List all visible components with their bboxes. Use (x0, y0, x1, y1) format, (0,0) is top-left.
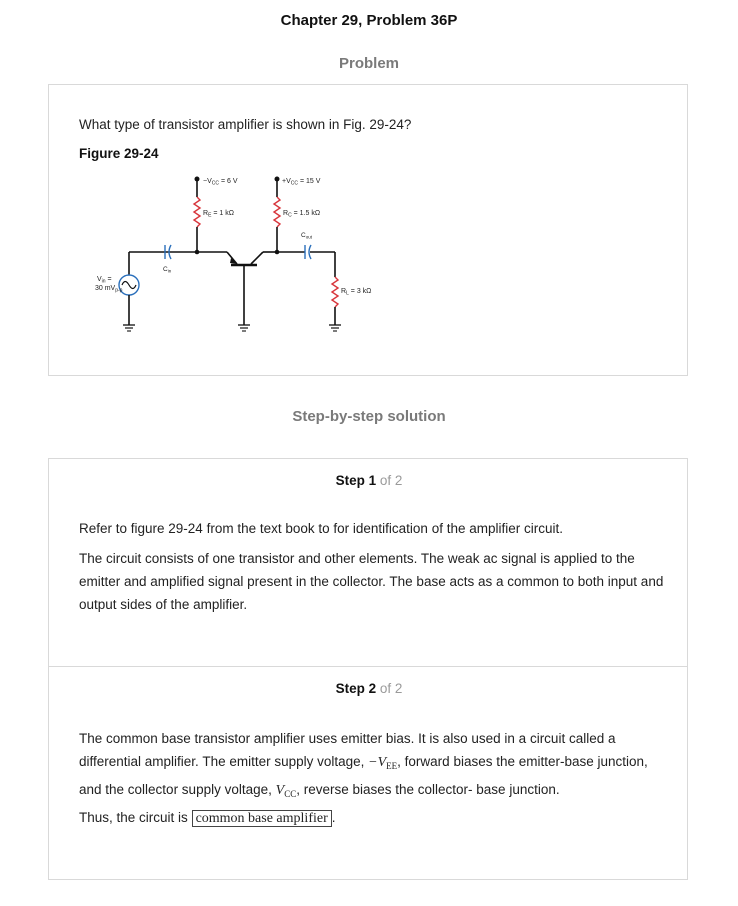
vcc-symbol: $V_{CC}$ (275, 783, 297, 799)
page-title: Chapter 29, Problem 36P (280, 12, 458, 29)
vcc-supply (275, 177, 321, 198)
step-1-paragraph: The circuit consists of one transistor and other elements. The weak ac signal is applied to the emitter and amplified signal present in the collector. The base acts as a common to both input and output sides of the amplifier. (79, 551, 664, 612)
svg-text:Cout: $C_{out}$ (301, 232, 312, 240)
step-2-body: The common base transistor amplifier uses emitter bias. It is also used in a circuit called a differential amplifier. The emitter supply voltage, $-V_{EE}$, forward biases the emitter-base junction, and the collector supply voltage, $V_{CC}$, reverse biases the collector- base junction. Thus, the circuit is common base amplifier . (79, 731, 648, 826)
problem-heading: Problem (338, 55, 399, 72)
step-1-paragraph: Refer to figure 29-24 from the text book to for identification of the amplifier circuit. (79, 521, 563, 536)
vee-supply (195, 177, 238, 198)
capacitor-cin (129, 245, 172, 275)
svg-text:−VCC = 6 V: $-V_{CC} = 6$ V (203, 178, 238, 187)
step-1-body (79, 517, 669, 616)
ac-source (95, 275, 139, 331)
problem-card (48, 84, 688, 376)
step-2-header: Step 2 of 2 (335, 681, 403, 696)
svg-text:Cin: $C_{in}$ (163, 266, 172, 274)
svg-text:RL = 3 kΩ: $R_L = 3$ kΩ (341, 288, 372, 297)
answer-box: common base amplifier (192, 810, 332, 827)
circuit-figure (79, 165, 399, 355)
problem-question: What type of transistor amplifier is shown in Fig. 29-24? (79, 117, 412, 132)
resistor-rl (329, 252, 371, 331)
svg-text:RE = 1 kΩ: $R_E = 1$ kΩ (203, 210, 234, 219)
resistor-re (194, 197, 234, 252)
step-divider (49, 666, 687, 667)
transistor (227, 252, 277, 331)
step-1-header: Step 1 of 2 (335, 473, 403, 488)
svg-text:RC = 1.5 kΩ: $R_C = 1.5$ kΩ (283, 210, 321, 219)
svg-text:30 mVp-p: 30 $mV_{p-p}$ (95, 285, 123, 294)
svg-text:+VCC = 15 V: $+V_{CC} = 15$ V (282, 178, 321, 187)
ground-base (238, 325, 250, 331)
capacitor-cout (277, 232, 335, 259)
svg-text:Vin =: $V_{in}$ = (97, 276, 112, 285)
vee-symbol: $-V_{EE}$ (368, 755, 398, 771)
solution-card (48, 458, 688, 880)
solution-heading: Step-by-step solution (292, 408, 446, 425)
resistor-rc (274, 197, 320, 252)
figure-label: Figure 29-24 (79, 146, 159, 161)
